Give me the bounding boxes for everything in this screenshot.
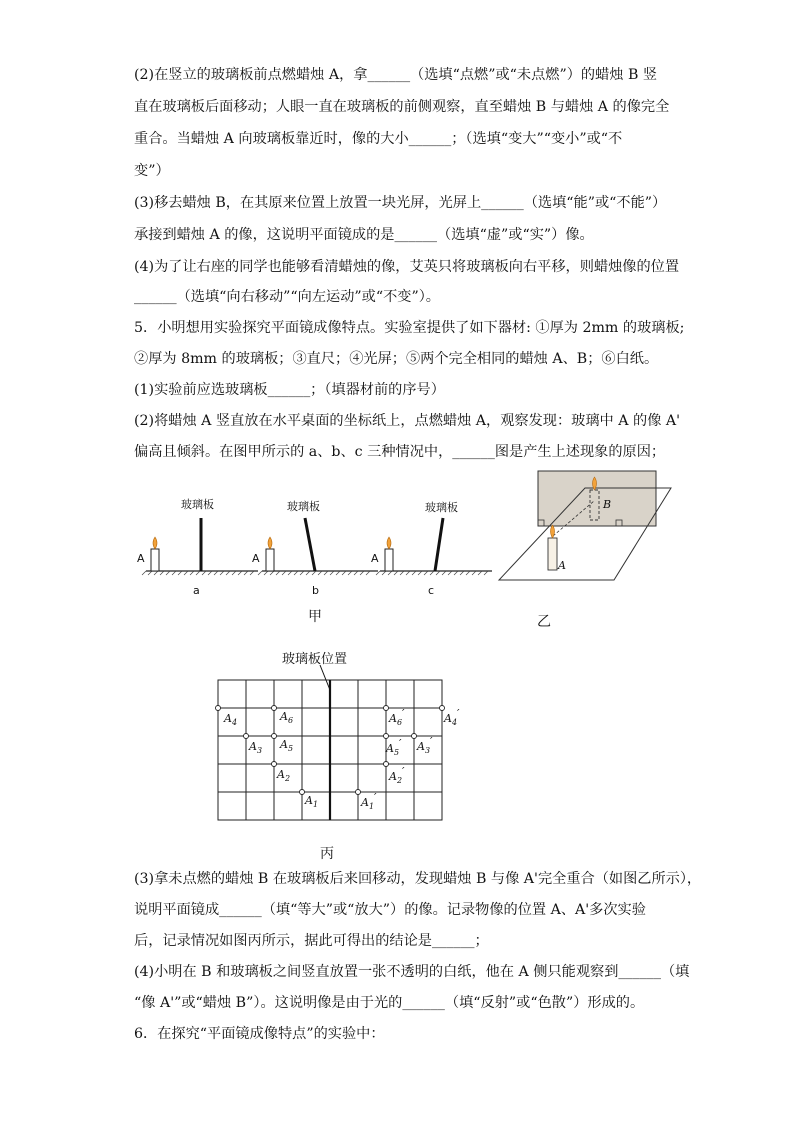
text-line: 直在玻璃板后面移动；人眼一直在玻璃板的前侧观察，直至蜡烛 B 与蜡烛 A 的像完全 [134,99,670,115]
label-a1-prime: $A_1'$ [361,791,377,811]
text-line: “像 A'”或“蜡烛 B”）。这说明像是由于光的______（填“反射”或“色散”）形成的。 [134,995,645,1011]
candle-label: A [137,552,145,565]
candle-b-label: B [603,498,612,511]
text-line: 承接到蜡烛 A 的像，这说明平面镜成的是______（选填“虚”或“实”）像。 [134,227,594,243]
text-line: 重合。当蜡烛 A 向玻璃板靠近时，像的大小______；（选填“变大”“变小”或“不 [134,131,623,147]
caption-jia: 甲 [308,609,322,625]
sub-label-b: b [312,584,319,597]
label-a4: $A_4$ [224,712,238,727]
caption-bing: 丙 [320,846,334,862]
text-line: ②厚为 8mm 的玻璃板；③直尺；④光屏；⑤两个完全相同的蜡烛 A、B；⑥白纸。 [134,351,659,367]
text-line: (2)在竖立的玻璃板前点燃蜡烛 A，拿______（选填“点燃”或“未点燃”）的蜡烛 B 竖 [134,67,658,83]
text-line: (3)移去蜡烛 B，在其原来位置上放置一块光屏，光屏上______（选填“能”或“不能”） [134,195,667,211]
text-line: 后，记录情况如图丙所示，据此可得出的结论是______； [134,933,489,949]
label-a3: $A_3$ [249,740,263,755]
text-line: (4)小明在 B 和玻璃板之间竖直放置一张不透明的白纸，他在 A 侧只能观察到______（填 [134,964,690,980]
text-line: 变”） [134,163,170,179]
text-line: (2)将蜡烛 A 竖直放在水平桌面的坐标纸上，点燃蜡烛 A，观察发现：玻璃中 A 的像 A' [134,413,681,429]
text-line: (4)为了让右座的同学也能够看清蜡烛的像，艾英只将玻璃板向右平移，则蜡烛像的位置 [134,259,680,275]
glass-label: 玻璃板 [181,498,214,511]
text-line: 说明平面镜成______（填“等大”或“放大”）的像。记录物像的位置 A、A'多次实验 [134,902,646,918]
label-a4-prime: $A_4'$ [444,707,460,727]
glass-label: 玻璃板 [287,500,320,513]
label-a5: $A_5$ [280,738,294,753]
candle-a-label: A [558,559,566,572]
text-line: 6．在探究“平面镜成像特点”的实验中： [134,1026,385,1042]
candle-label: A [252,552,260,565]
text-line: (3)拿未点燃的蜡烛 B 在玻璃板后来回移动，发现蜡烛 B 与像 A'完全重合（如图乙所示）， [134,871,702,887]
text-line: (1)实验前应选玻璃板______；（填器材前的序号） [134,382,445,398]
label-a5-prime: $A_5'$ [386,737,402,757]
label-a3-prime: $A_3'$ [417,735,433,755]
label-a2-prime: $A_2'$ [389,765,405,785]
sub-label-c: c [428,584,435,597]
glass-label: 玻璃板 [425,501,458,514]
grid-title: 玻璃板位置 [282,652,348,667]
label-a6: $A_6$ [280,710,294,725]
text-line: 5．小明想用实验探究平面镜成像特点。实验室提供了如下器材: ①厚为 2mm 的玻璃板; [134,320,685,336]
text-line: ______（选填“向右移动”“向左运动”或“不变”）。 [134,289,440,305]
sub-label-a: a [193,584,200,597]
caption-yi: 乙 [537,614,551,630]
label-a6-prime: $A_6'$ [389,707,405,727]
label-a2: $A_2$ [277,768,291,783]
label-a1: $A_1$ [305,794,319,809]
candle-label: A [371,552,379,565]
text-line: 偏高且倾斜。在图甲所示的 a、b、c 三种情况中，______图是产生上述现象的原因； [134,444,666,460]
